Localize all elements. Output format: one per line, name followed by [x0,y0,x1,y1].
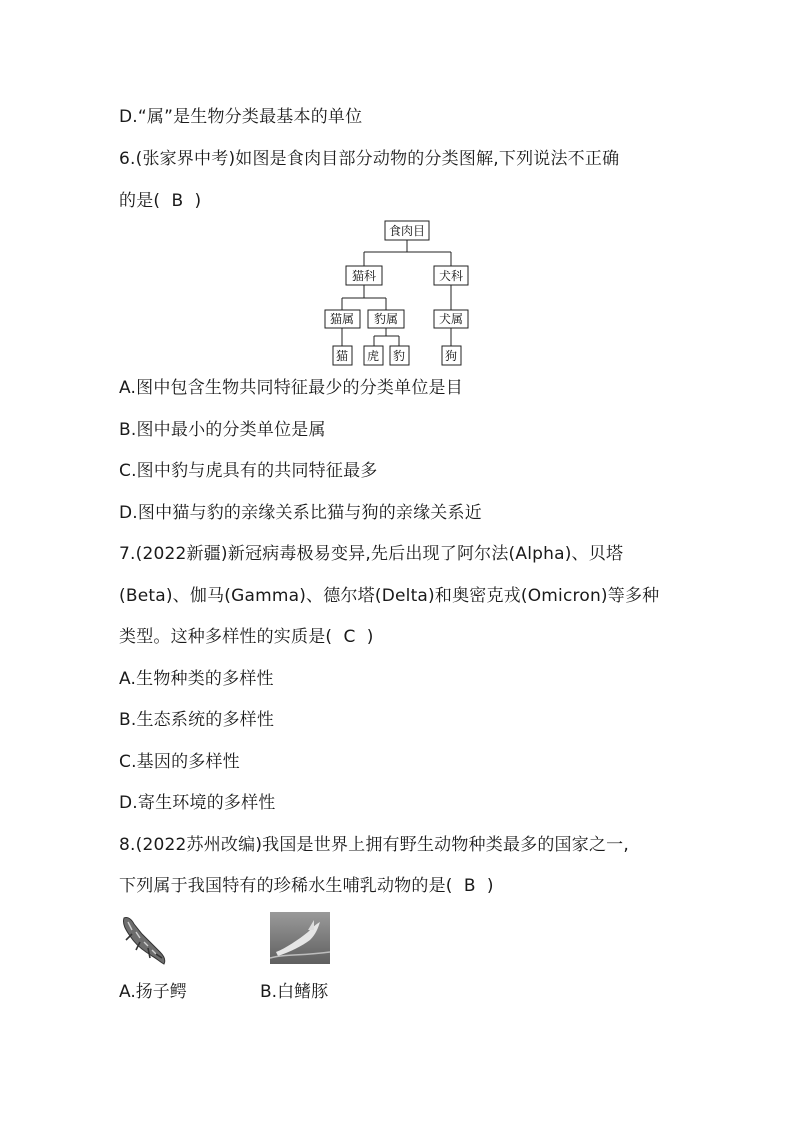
option-8b-label: B.白鳍豚 [260,982,329,1002]
label-genus-cat: 猫属 [329,312,355,326]
option-6a: A.图中包含生物共同特征最少的分类单位是目 [119,378,463,398]
option-8a-label: A.扬子鳄 [119,982,187,1002]
label-species-tiger: 虎 [366,349,380,363]
option-7d: D.寄生环境的多样性 [119,793,276,813]
question-6-stem: 6.(张家界中考)如图是食肉目部分动物的分类图解,下列说法不正确 [119,149,620,169]
label-genus-dog: 犬属 [438,312,464,326]
line-0: D.“属”是生物分类最基本的单位 [119,107,363,127]
label-root: 食肉目 [388,224,426,238]
baiji-dolphin-image [270,912,330,964]
option-6b: B.图中最小的分类单位是属 [119,420,326,440]
alligator-image [118,912,170,968]
question-7-stem-cont1: (Beta)、伽马(Gamma)、德尔塔(Delta)和奥密克戎(Omicron)等多种 [119,586,660,606]
option-6d: D.图中猫与豹的亲缘关系比猫与狗的亲缘关系近 [119,503,482,523]
question-7-stem-cont2: 类型。这种多样性的实质是( C ) [119,627,374,647]
classification-tree-diagram [316,218,476,368]
label-species-dog: 狗 [444,349,458,363]
label-family-cat: 猫科 [351,269,377,283]
question-8-stem-cont: 下列属于我国特有的珍稀水生哺乳动物的是( B ) [119,876,494,896]
label-species-leopard: 豹 [392,349,406,363]
option-7c: C.基因的多样性 [119,752,240,772]
option-7a: A.生物种类的多样性 [119,669,274,689]
question-7-stem: 7.(2022新疆)新冠病毒极易变异,先后出现了阿尔法(Alpha)、贝塔 [119,544,624,564]
label-family-dog: 犬科 [438,269,464,283]
option-7b: B.生态系统的多样性 [119,710,275,730]
label-genus-leopard: 豹属 [373,312,399,326]
question-8-stem: 8.(2022苏州改编)我国是世界上拥有野生动物种类最多的国家之一, [119,835,629,855]
label-species-cat: 猫 [335,349,349,363]
question-6-stem-cont: 的是( B ) [119,191,202,211]
option-6c: C.图中豹与虎具有的共同特征最多 [119,461,378,481]
